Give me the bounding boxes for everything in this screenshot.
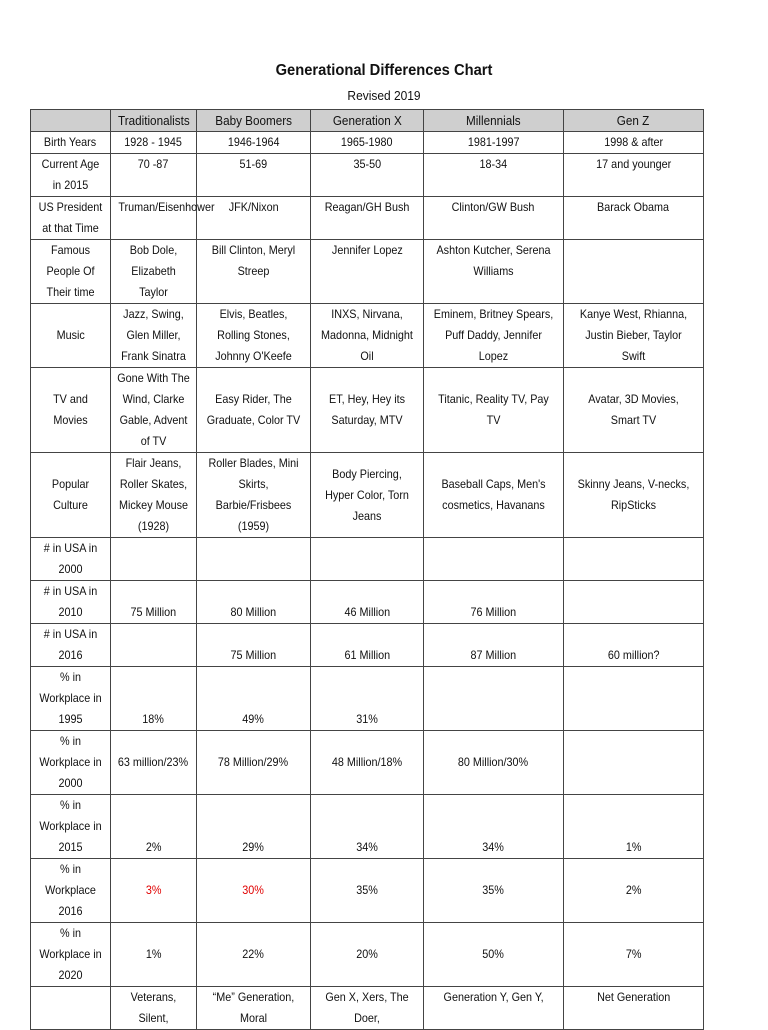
cell-famous-people-traditionalists: Bob Dole, Elizabeth Taylor bbox=[111, 240, 197, 304]
cell-pop-culture-gen-z: Skinny Jeans, V-necks, RipSticks bbox=[564, 453, 704, 538]
row-music bbox=[31, 304, 704, 368]
document-subtitle: Revised 2019 bbox=[347, 88, 421, 103]
column-header-millennials: Millennials bbox=[424, 110, 564, 132]
cell-work-2016-gen-z: 2% bbox=[564, 859, 704, 923]
cell-work-2000-baby-boomers: 78 Million/29% bbox=[197, 731, 311, 795]
cell-work-1995-generation-x: 31% bbox=[311, 667, 424, 731]
cell-usa-2016-generation-x: 61 Million bbox=[311, 624, 424, 667]
row-label-nicknames bbox=[31, 987, 111, 1030]
row-workplace-1995 bbox=[31, 667, 704, 731]
row-label-workplace-2015: % in Workplace in 2015 bbox=[31, 795, 111, 859]
row-usa-2000 bbox=[31, 538, 704, 581]
cell-usa-2010-generation-x: 46 Million bbox=[311, 581, 424, 624]
cell-work-2020-gen-z: 7% bbox=[564, 923, 704, 987]
cell-nicknames-gen-z: Net Generation bbox=[564, 987, 704, 1030]
cell-work-2016-baby-boomers: 30% bbox=[197, 859, 311, 923]
cell-birth-years-generation-x: 1965-1980 bbox=[311, 132, 424, 154]
cell-music-traditionalists: Jazz, Swing, Glen Miller, Frank Sinatra bbox=[111, 304, 197, 368]
row-workplace-2016 bbox=[31, 859, 704, 923]
cell-usa-2016-baby-boomers: 75 Million bbox=[197, 624, 311, 667]
cell-usa-2010-baby-boomers: 80 Million bbox=[197, 581, 311, 624]
cell-tv-movies-gen-z: Avatar, 3D Movies, Smart TV bbox=[564, 368, 704, 453]
header-corner-cell bbox=[31, 110, 111, 132]
cell-music-gen-z: Kanye West, Rhianna, Justin Bieber, Taylor Swift bbox=[564, 304, 704, 368]
cell-work-2015-gen-z: 1% bbox=[564, 795, 704, 859]
cell-usa-2010-traditionalists: 75 Million bbox=[111, 581, 197, 624]
cell-work-2015-baby-boomers: 29% bbox=[197, 795, 311, 859]
cell-birth-years-millennials: 1981-1997 bbox=[424, 132, 564, 154]
document-title: Generational Differences Chart bbox=[275, 62, 493, 79]
cell-nicknames-traditionalists: Veterans, Silent, bbox=[111, 987, 197, 1030]
row-label-us-president: US President at that Time bbox=[31, 197, 111, 240]
cell-current-age-gen-z: 17 and younger bbox=[564, 154, 704, 197]
row-workplace-2015 bbox=[31, 795, 704, 859]
cell-current-age-millennials: 18-34 bbox=[424, 154, 564, 197]
row-tv-and-movies bbox=[31, 368, 704, 453]
row-usa-2016 bbox=[31, 624, 704, 667]
cell-work-2000-gen-z bbox=[564, 731, 704, 795]
cell-work-2015-generation-x: 34% bbox=[311, 795, 424, 859]
cell-work-2000-traditionalists: 63 million/23% bbox=[111, 731, 197, 795]
cell-tv-movies-millennials: Titanic, Reality TV, Pay TV bbox=[424, 368, 564, 453]
row-label-workplace-2016: % in Workplace 2016 bbox=[31, 859, 111, 923]
row-label-usa-2000: # in USA in 2000 bbox=[31, 538, 111, 581]
cell-usa-2000-millennials bbox=[424, 538, 564, 581]
column-header-generation-x: Generation X bbox=[311, 110, 424, 132]
row-label-workplace-2020: % in Workplace in 2020 bbox=[31, 923, 111, 987]
row-label-popular-culture: Popular Culture bbox=[31, 453, 111, 538]
cell-work-1995-gen-z bbox=[564, 667, 704, 731]
row-nicknames bbox=[31, 987, 704, 1030]
cell-nicknames-baby-boomers: “Me” Generation, Moral bbox=[197, 987, 311, 1030]
cell-usa-2000-gen-z bbox=[564, 538, 704, 581]
row-usa-2010 bbox=[31, 581, 704, 624]
cell-usa-2010-millennials: 76 Million bbox=[424, 581, 564, 624]
cell-us-president-gen-z: Barack Obama bbox=[564, 197, 704, 240]
cell-work-2020-traditionalists: 1% bbox=[111, 923, 197, 987]
cell-famous-people-baby-boomers: Bill Clinton, Meryl Streep bbox=[197, 240, 311, 304]
header-row bbox=[31, 110, 704, 132]
cell-work-2015-millennials: 34% bbox=[424, 795, 564, 859]
row-workplace-2000 bbox=[31, 731, 704, 795]
cell-music-generation-x: INXS, Nirvana, Madonna, Midnight Oil bbox=[311, 304, 424, 368]
cell-famous-people-gen-z bbox=[564, 240, 704, 304]
cell-current-age-baby-boomers: 51-69 bbox=[197, 154, 311, 197]
cell-famous-people-generation-x: Jennifer Lopez bbox=[311, 240, 424, 304]
cell-pop-culture-traditionalists: Flair Jeans, Roller Skates, Mickey Mouse (1928) bbox=[111, 453, 197, 538]
cell-work-2016-millennials: 35% bbox=[424, 859, 564, 923]
cell-current-age-traditionalists: 70 -87 bbox=[111, 154, 197, 197]
cell-work-2020-baby-boomers: 22% bbox=[197, 923, 311, 987]
cell-pop-culture-baby-boomers: Roller Blades, Mini Skirts, Barbie/Frisbees (1959) bbox=[197, 453, 311, 538]
cell-pop-culture-millennials: Baseball Caps, Men's cosmetics, Havanans bbox=[424, 453, 564, 538]
cell-nicknames-generation-x: Gen X, Xers, The Doer, bbox=[311, 987, 424, 1030]
cell-tv-movies-generation-x: ET, Hey, Hey its Saturday, MTV bbox=[311, 368, 424, 453]
row-label-birth-years: Birth Years bbox=[31, 132, 111, 154]
cell-work-2000-generation-x: 48 Million/18% bbox=[311, 731, 424, 795]
row-us-president bbox=[31, 197, 704, 240]
generational-differences-table bbox=[30, 109, 704, 1030]
cell-tv-movies-traditionalists: Gone With The Wind, Clarke Gable, Advent of TV bbox=[111, 368, 197, 453]
cell-usa-2016-millennials: 87 Million bbox=[424, 624, 564, 667]
cell-work-2020-millennials: 50% bbox=[424, 923, 564, 987]
cell-current-age-generation-x: 35-50 bbox=[311, 154, 424, 197]
cell-tv-movies-baby-boomers: Easy Rider, The Graduate, Color TV bbox=[197, 368, 311, 453]
cell-birth-years-traditionalists: 1928 - 1945 bbox=[111, 132, 197, 154]
row-birth-years bbox=[31, 132, 704, 154]
row-label-workplace-2000: % in Workplace in 2000 bbox=[31, 731, 111, 795]
cell-us-president-baby-boomers: JFK/Nixon bbox=[197, 197, 311, 240]
cell-nicknames-millennials: Generation Y, Gen Y, bbox=[424, 987, 564, 1030]
row-label-music: Music bbox=[31, 304, 111, 368]
cell-birth-years-gen-z: 1998 & after bbox=[564, 132, 704, 154]
cell-work-2000-millennials: 80 Million/30% bbox=[424, 731, 564, 795]
row-label-tv-and-movies: TV and Movies bbox=[31, 368, 111, 453]
cell-work-1995-millennials bbox=[424, 667, 564, 731]
cell-us-president-millennials: Clinton/GW Bush bbox=[424, 197, 564, 240]
cell-pop-culture-generation-x: Body Piercing, Hyper Color, Torn Jeans bbox=[311, 453, 424, 538]
row-label-usa-2010: # in USA in 2010 bbox=[31, 581, 111, 624]
cell-usa-2016-traditionalists bbox=[111, 624, 197, 667]
cell-birth-years-baby-boomers: 1946-1964 bbox=[197, 132, 311, 154]
row-popular-culture bbox=[31, 453, 704, 538]
cell-usa-2000-baby-boomers bbox=[197, 538, 311, 581]
cell-usa-2010-gen-z bbox=[564, 581, 704, 624]
column-header-traditionalists: Traditionalists bbox=[111, 110, 197, 132]
cell-work-2015-traditionalists: 2% bbox=[111, 795, 197, 859]
column-header-gen-z: Gen Z bbox=[564, 110, 704, 132]
cell-work-1995-traditionalists: 18% bbox=[111, 667, 197, 731]
cell-work-2016-generation-x: 35% bbox=[311, 859, 424, 923]
cell-work-2020-generation-x: 20% bbox=[311, 923, 424, 987]
row-label-famous-people: Famous People Of Their time bbox=[31, 240, 111, 304]
cell-usa-2000-traditionalists bbox=[111, 538, 197, 581]
row-label-workplace-1995: % in Workplace in 1995 bbox=[31, 667, 111, 731]
cell-usa-2000-generation-x bbox=[311, 538, 424, 581]
cell-usa-2016-gen-z: 60 million? bbox=[564, 624, 704, 667]
row-workplace-2020 bbox=[31, 923, 704, 987]
cell-work-2016-traditionalists: 3% bbox=[111, 859, 197, 923]
cell-music-baby-boomers: Elvis, Beatles, Rolling Stones, Johnny O'Keefe bbox=[197, 304, 311, 368]
cell-work-1995-baby-boomers: 49% bbox=[197, 667, 311, 731]
cell-us-president-generation-x: Reagan/GH Bush bbox=[311, 197, 424, 240]
row-current-age bbox=[31, 154, 704, 197]
row-famous-people bbox=[31, 240, 704, 304]
cell-us-president-traditionalists: Truman/Eisenhower bbox=[111, 197, 197, 240]
cell-famous-people-millennials: Ashton Kutcher, Serena Williams bbox=[424, 240, 564, 304]
cell-music-millennials: Eminem, Britney Spears, Puff Daddy, Jennifer Lopez bbox=[424, 304, 564, 368]
row-label-usa-2016: # in USA in 2016 bbox=[31, 624, 111, 667]
row-label-current-age: Current Age in 2015 bbox=[31, 154, 111, 197]
column-header-baby-boomers: Baby Boomers bbox=[197, 110, 311, 132]
